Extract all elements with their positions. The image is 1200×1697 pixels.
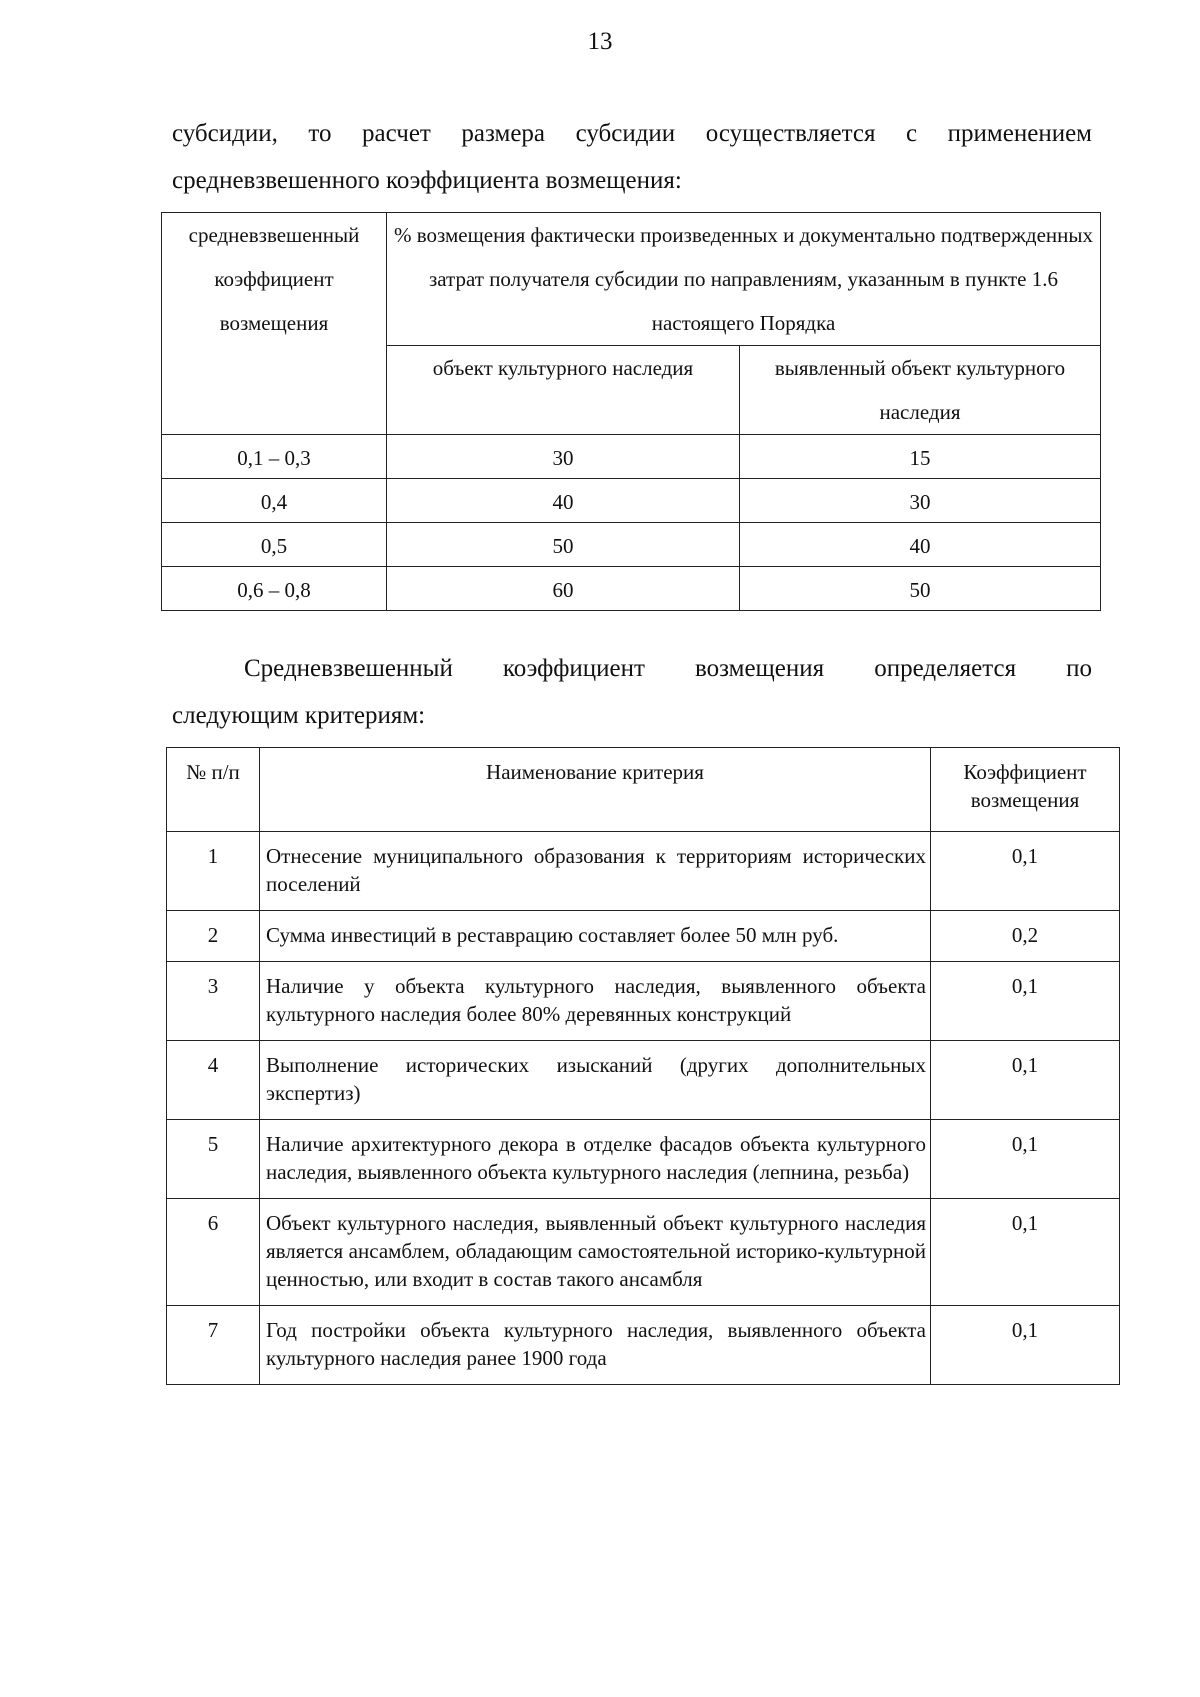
criteria-intro-line-1: Средневзвешенный коэффициент возмещения определяется по <box>244 655 1092 682</box>
table-row <box>167 962 1120 1041</box>
criterion-name: Отнесение муниципального образования к территориям исторических поселений <box>260 832 931 911</box>
intro-paragraph <box>172 110 1092 204</box>
criterion-name: Год постройки объекта культурного наследия, выявленного объекта культурного наследия ранее 1900 года <box>260 1306 931 1385</box>
criterion-coefficient: 0,1 <box>931 962 1120 1041</box>
vokn-percent-cell: 15 <box>740 435 1101 479</box>
criterion-coefficient: 0,2 <box>931 911 1120 962</box>
table-row <box>167 1120 1120 1199</box>
criterion-number: 4 <box>167 1041 260 1120</box>
criteria-table <box>166 747 1120 1385</box>
criterion-name: Наличие у объекта культурного наследия, выявленного объекта культурного наследия более 80% деревянных конструкций <box>260 962 931 1041</box>
criterion-number: 1 <box>167 832 260 911</box>
vokn-percent-cell: 40 <box>740 523 1101 567</box>
okn-percent-cell: 60 <box>387 567 740 611</box>
intro-line-1: субсидии, то расчет размера субсидии осуществляется с применением <box>172 120 1092 147</box>
table-row <box>167 1041 1120 1120</box>
table-row <box>167 1306 1120 1385</box>
criteria-intro-line-2: следующим критериям: <box>172 702 426 729</box>
coef-range-cell: 0,1 – 0,3 <box>162 435 387 479</box>
criterion-number: 7 <box>167 1306 260 1385</box>
criterion-number: 3 <box>167 962 260 1041</box>
table-row <box>162 567 1101 611</box>
header-criterion-name: Наименование критерия <box>260 748 931 832</box>
header-reimbursement-percent: % возмещения фактически произведенных и документально подтвержденных затрат получателя субсидии по направлениям, указанным в пункте 1.6 настоящего Порядка <box>387 213 1101 346</box>
subheader-heritage-object: объект культурного наследия <box>387 346 740 435</box>
reimbursement-percent-table <box>161 212 1101 611</box>
criterion-number: 2 <box>167 911 260 962</box>
header-weighted-coefficient: средневзвешенный коэффициент возмещения <box>162 213 387 435</box>
criterion-name: Сумма инвестиций в реставрацию составляет более 50 млн руб. <box>260 911 931 962</box>
vokn-percent-cell: 50 <box>740 567 1101 611</box>
criterion-name: Объект культурного наследия, выявленный объект культурного наследия является ансамблем, обладающим самостоятельной историко-культурной ценностью, или входит в состав такого ансамбля <box>260 1199 931 1306</box>
criterion-coefficient: 0,1 <box>931 1306 1120 1385</box>
table-row <box>162 435 1101 479</box>
table-row <box>162 479 1101 523</box>
vokn-percent-cell: 30 <box>740 479 1101 523</box>
header-number: № п/п <box>167 748 260 832</box>
table-row <box>162 523 1101 567</box>
coef-range-cell: 0,5 <box>162 523 387 567</box>
criterion-coefficient: 0,1 <box>931 1199 1120 1306</box>
criterion-name: Выполнение исторических изысканий (других дополнительных экспертиз) <box>260 1041 931 1120</box>
okn-percent-cell: 40 <box>387 479 740 523</box>
criterion-number: 5 <box>167 1120 260 1199</box>
coef-range-cell: 0,6 – 0,8 <box>162 567 387 611</box>
criteria-intro-paragraph <box>172 645 1092 739</box>
criterion-coefficient: 0,1 <box>931 1041 1120 1120</box>
page-number: 13 <box>587 28 613 55</box>
okn-percent-cell: 50 <box>387 523 740 567</box>
table-row <box>167 911 1120 962</box>
header-coefficient: Коэффициент возмещения <box>931 748 1120 832</box>
criterion-coefficient: 0,1 <box>931 832 1120 911</box>
table-row <box>167 832 1120 911</box>
criterion-number: 6 <box>167 1199 260 1306</box>
table-row <box>167 1199 1120 1306</box>
criterion-name: Наличие архитектурного декора в отделке фасадов объекта культурного наследия, выявленного объекта культурного наследия (лепнина, резьба) <box>260 1120 931 1199</box>
criterion-coefficient: 0,1 <box>931 1120 1120 1199</box>
okn-percent-cell: 30 <box>387 435 740 479</box>
subheader-identified-heritage-object: выявленный объект культурного наследия <box>740 346 1101 435</box>
intro-line-2: средневзвешенного коэффициента возмещения: <box>172 167 682 194</box>
coef-range-cell: 0,4 <box>162 479 387 523</box>
